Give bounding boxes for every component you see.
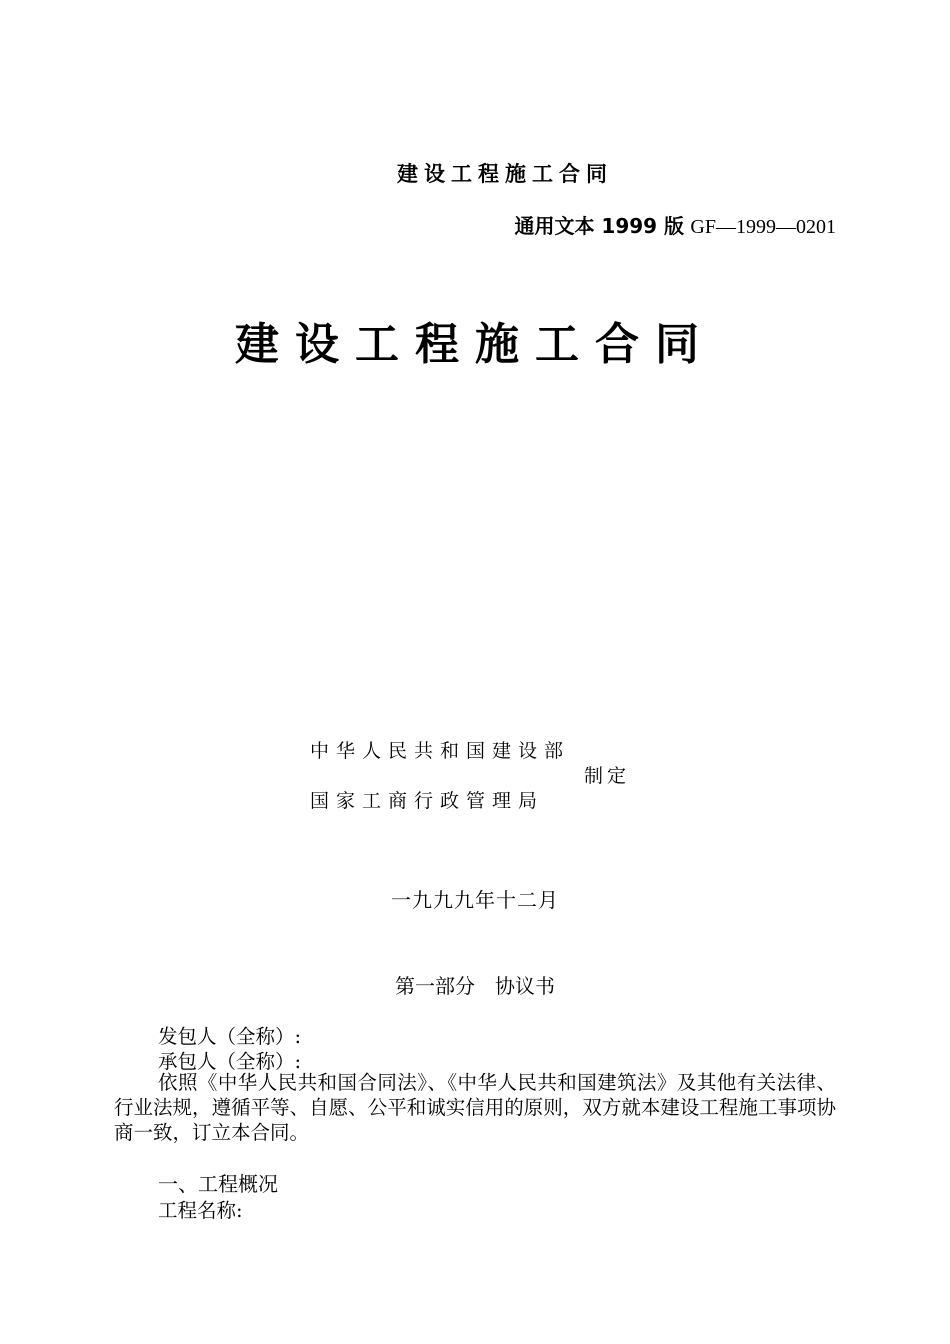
edition-label: 通用文本 1999 版 xyxy=(514,214,685,238)
issue-date: 一九九九年十二月 xyxy=(391,888,559,912)
contractor-line: 承包人（全称）: xyxy=(158,1050,302,1073)
edition-code: GF—1999—0201 xyxy=(690,216,836,238)
document-header-title: 建设工程施工合同 xyxy=(397,162,613,186)
edition-line xyxy=(514,210,836,239)
issued-label: 制定 xyxy=(584,765,631,787)
main-title: 建设工程施工合同 xyxy=(235,319,715,370)
issuer-administration-for-industry-commerce: 国家工商行政管理局 xyxy=(310,790,545,812)
preamble-paragraph: 依照《中华人民共和国合同法》、《中华人民共和国建筑法》及其他有关法律、行业法规，遵循平等、自愿、公平和诚实信用的原则，双方就本建设工程施工事项协商一致，订立本合同。 xyxy=(114,1071,836,1144)
section-1-title: 一、工程概况 xyxy=(158,1172,278,1196)
employer-line: 发包人（全称）: xyxy=(158,1025,302,1048)
issuer-ministry-of-construction: 中华人民共和国建设部 xyxy=(310,740,571,762)
project-name-label: 工程名称: xyxy=(158,1199,243,1222)
part-one-title: 第一部分 协议书 xyxy=(395,974,555,998)
